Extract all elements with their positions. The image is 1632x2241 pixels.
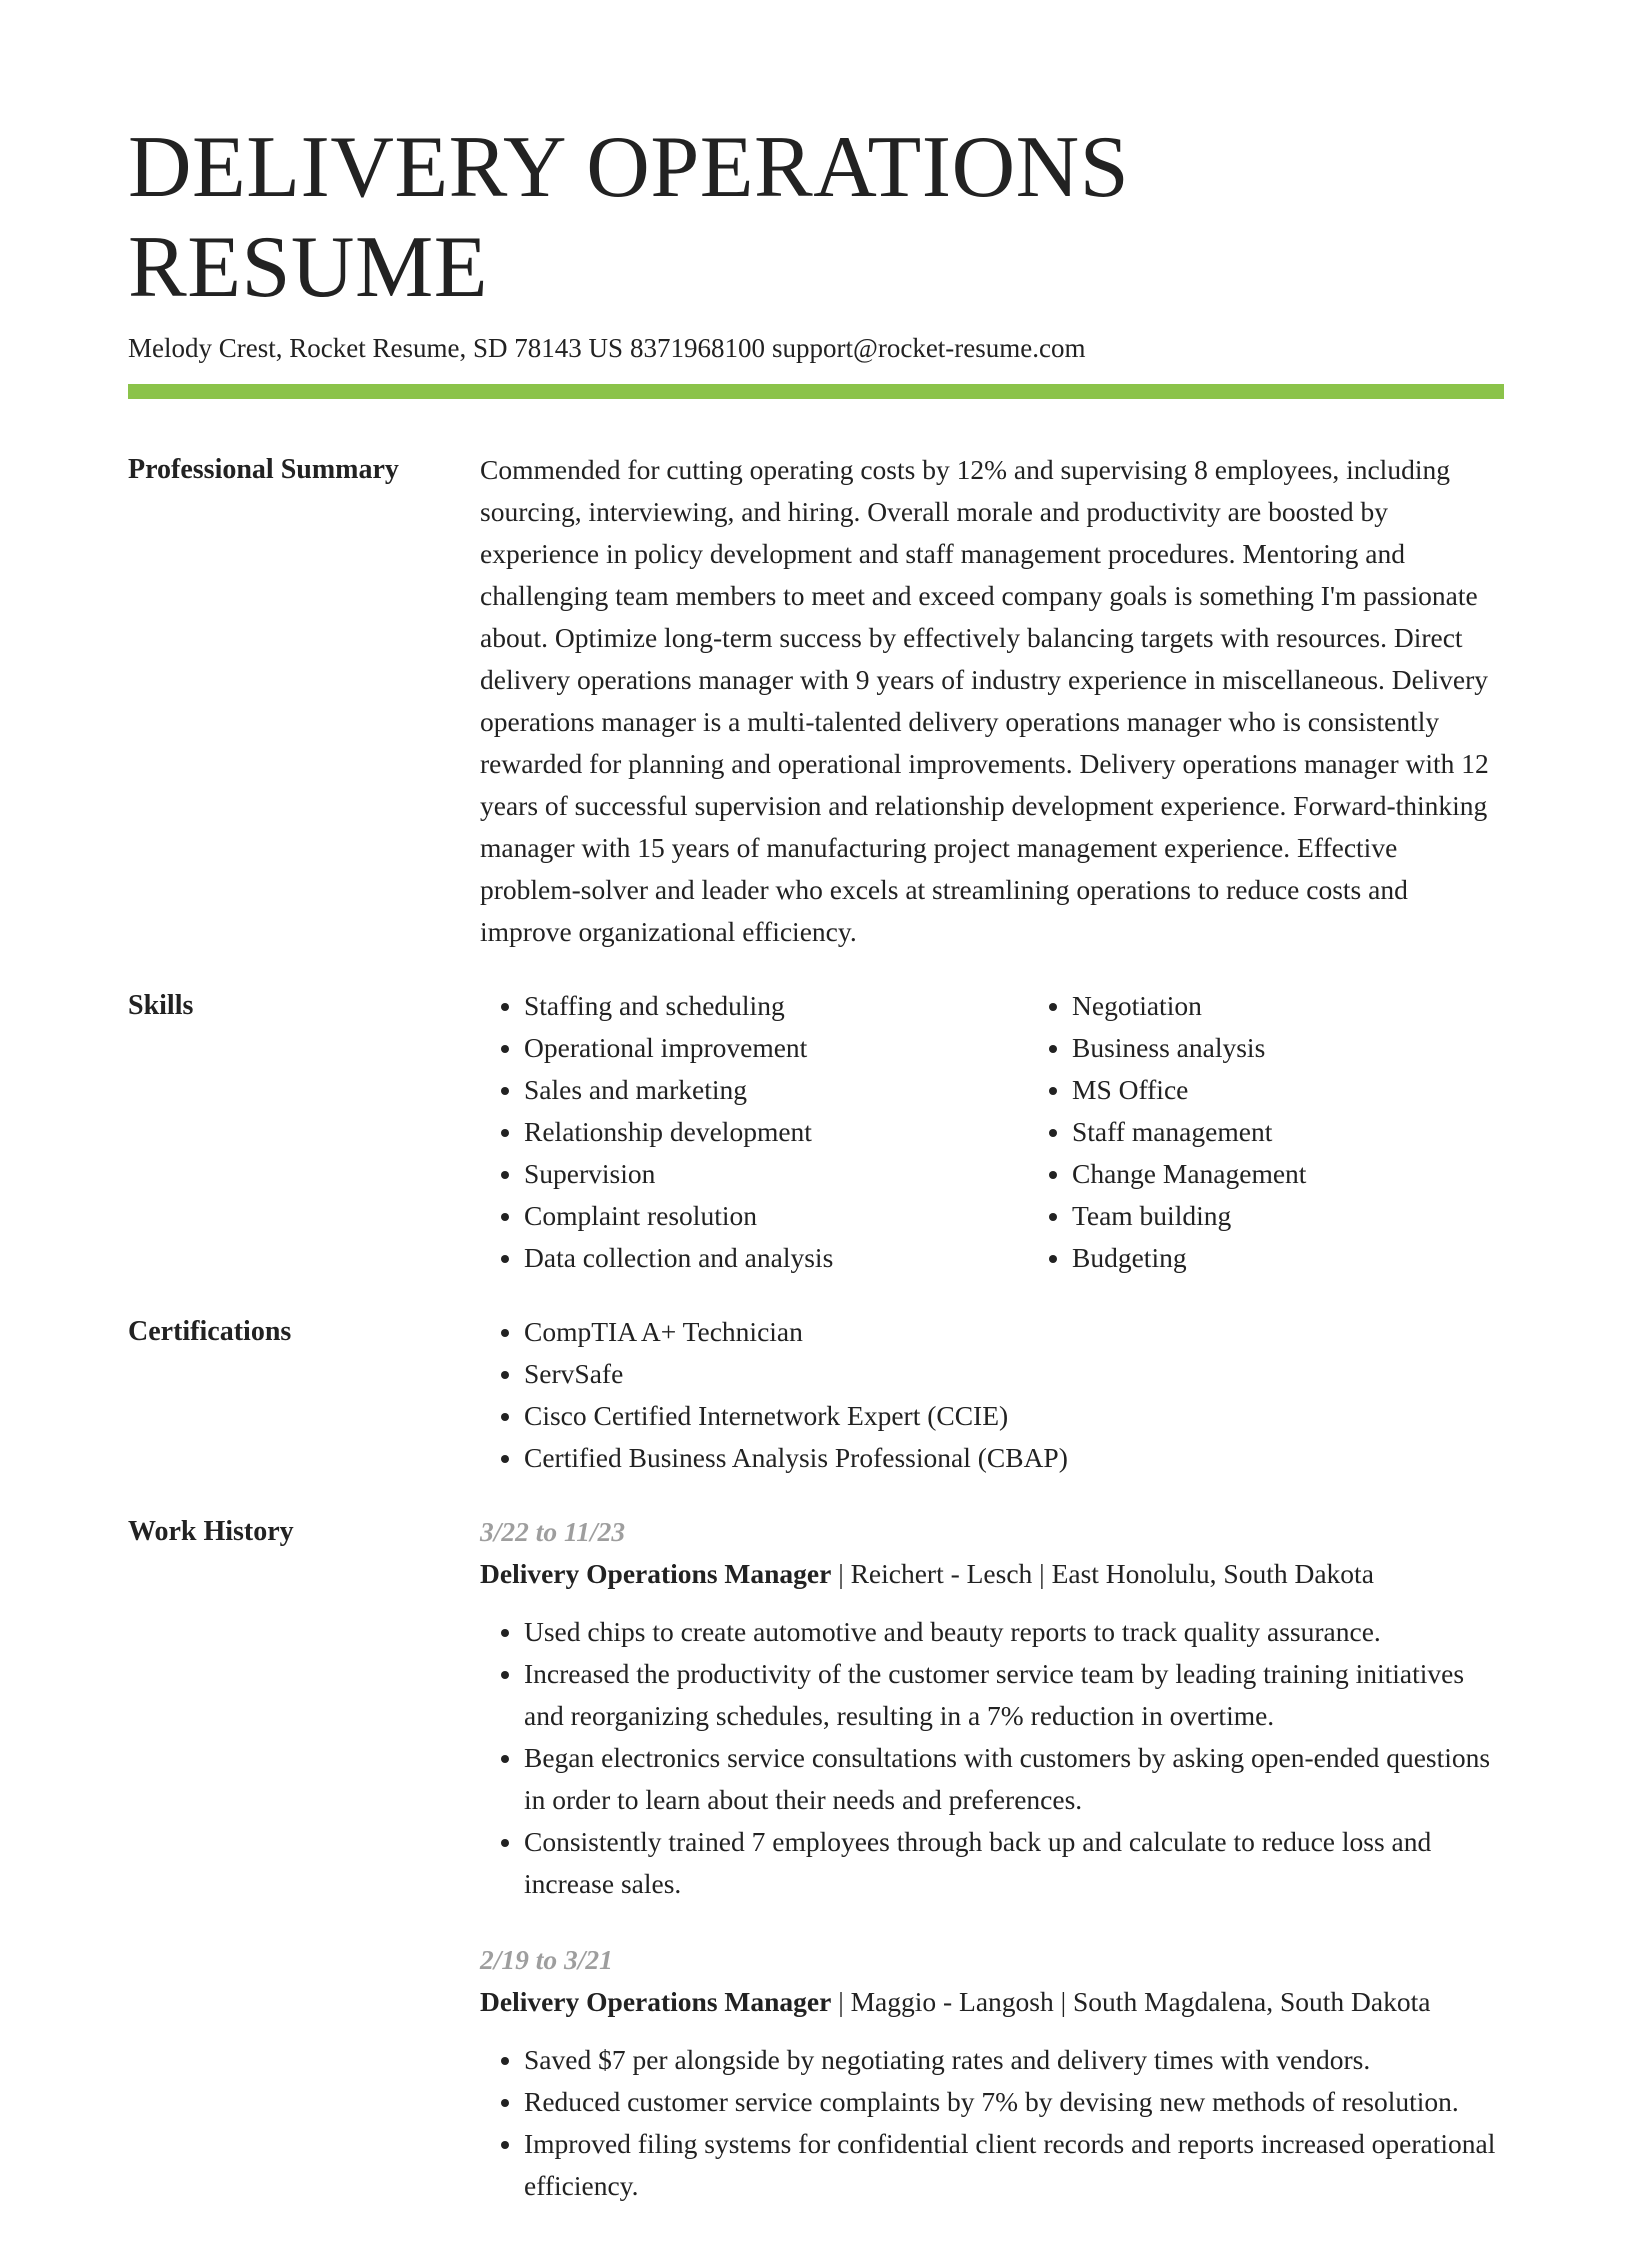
certifications-body <box>480 1311 1504 1479</box>
job-heading: Delivery Operations Manager | Reichert - Lesch | East Honolulu, South Dakota <box>480 1558 1374 1589</box>
section-label-skills: Skills <box>128 990 194 1021</box>
skills-list-right <box>1028 985 1576 1279</box>
skill-item: • Sales and marketing <box>524 1069 1028 1111</box>
professional-summary-section <box>128 449 1504 953</box>
certification-item: • Cisco Certified Internetwork Expert (CCIE) <box>524 1395 1504 1437</box>
job-title: Delivery Operations Manager <box>480 1986 832 2017</box>
job-bullet: • Saved $7 per alongside by negotiating rates and delivery times with vendors. <box>524 2039 1504 2081</box>
job-bullet: • Improved filing systems for confidential client records and reports increased operational efficiency. <box>524 2123 1504 2207</box>
skills-section <box>128 985 1504 1279</box>
summary-text: Commended for cutting operating costs by 12% and supervising 8 employees, including sourcing, interviewing, and hiring. Overall morale and productivity are boosted by experience in policy development and staff management procedures. Mentoring and challenging team members to meet and exceed company goals is something I'm passionate about. Optimize long-term success by effectively balancing targets with resources. Direct delivery operations manager with 9 years of industry experience in miscellaneous. Delivery operations manager is a multi-talented delivery operations manager who is consistently rewarded for planning and operational improvements. Delivery operations manager with 12 years of successful supervision and relationship development experience. Forward-thinking manager with 15 years of manufacturing project management experience. Effective problem-solver and leader who excels at streamlining operations to reduce costs and improve organizational efficiency. <box>480 454 1489 947</box>
work-history-body <box>480 1511 1504 2241</box>
certifications-list <box>480 1311 1504 1479</box>
resume-title: DELIVERY OPERATIONS RESUME <box>128 119 1130 316</box>
section-label-work-history: Work History <box>128 1516 294 1547</box>
job-bullet: • Used chips to create automotive and beauty reports to track quality assurance. <box>524 1611 1504 1653</box>
job-title: Delivery Operations Manager <box>480 1558 832 1589</box>
contact-address: Melody Crest, Rocket Resume, SD 78143 US <box>128 333 623 363</box>
job-company: Reichert - Lesch <box>850 1558 1033 1589</box>
skills-list-left <box>480 985 1028 1279</box>
skill-item: • Change Management <box>1072 1153 1576 1195</box>
job-entry <box>480 1511 1504 1905</box>
work-history-section <box>128 1511 1504 2241</box>
skill-item: • MS Office <box>1072 1069 1576 1111</box>
certifications-section <box>128 1311 1504 1479</box>
job-company: Maggio - Langosh <box>850 1986 1054 2017</box>
certification-item: • Certified Business Analysis Professional (CBAP) <box>524 1437 1504 1479</box>
job-entry <box>480 1939 1504 2207</box>
job-bullet: • Reduced customer service complaints by 7% by devising new methods of resolution. <box>524 2081 1504 2123</box>
job-bullets <box>480 1611 1504 1905</box>
job-heading: Delivery Operations Manager | Maggio - Langosh | South Magdalena, South Dakota <box>480 1986 1431 2017</box>
header-divider <box>128 384 1504 399</box>
job-location: East Honolulu, South Dakota <box>1051 1558 1374 1589</box>
skill-item: • Operational improvement <box>524 1027 1028 1069</box>
skill-item: • Business analysis <box>1072 1027 1576 1069</box>
skill-item: • Negotiation <box>1072 985 1576 1027</box>
skill-item: • Team building <box>1072 1195 1576 1237</box>
job-location: South Magdalena, South Dakota <box>1073 1986 1431 2017</box>
contact-email: support@rocket-resume.com <box>771 333 1086 363</box>
certification-item: • CompTIA A+ Technician <box>524 1311 1504 1353</box>
skills-columns <box>480 985 1576 1279</box>
skill-item: • Complaint resolution <box>524 1195 1028 1237</box>
skill-item: • Relationship development <box>524 1111 1028 1153</box>
skill-item: • Supervision <box>524 1153 1028 1195</box>
certification-item: • ServSafe <box>524 1353 1504 1395</box>
job-date: 3/22 to 11/23 <box>480 1516 626 1547</box>
skill-item: • Staff management <box>1072 1111 1576 1153</box>
contact-line <box>128 330 1504 366</box>
contact-phone: 8371968100 <box>629 333 765 363</box>
job-date: 2/19 to 3/21 <box>480 1944 613 1975</box>
skill-item: • Budgeting <box>1072 1237 1576 1279</box>
job-bullet: • Increased the productivity of the customer service team by leading training initiatives and reorganizing schedules, resulting in a 7% reduction in overtime. <box>524 1653 1504 1737</box>
job-bullets <box>480 2039 1504 2207</box>
skill-item: • Data collection and analysis <box>524 1237 1028 1279</box>
section-label-certifications: Certifications <box>128 1316 292 1347</box>
skill-item: • Staffing and scheduling <box>524 985 1028 1027</box>
job-bullet: • Began electronics service consultations with customers by asking open-ended questions in order to learn about their needs and preferences. <box>524 1737 1504 1821</box>
job-bullet: • Consistently trained 7 employees through back up and calculate to reduce loss and increase sales. <box>524 1821 1504 1905</box>
section-label-summary: Professional Summary <box>128 454 399 485</box>
